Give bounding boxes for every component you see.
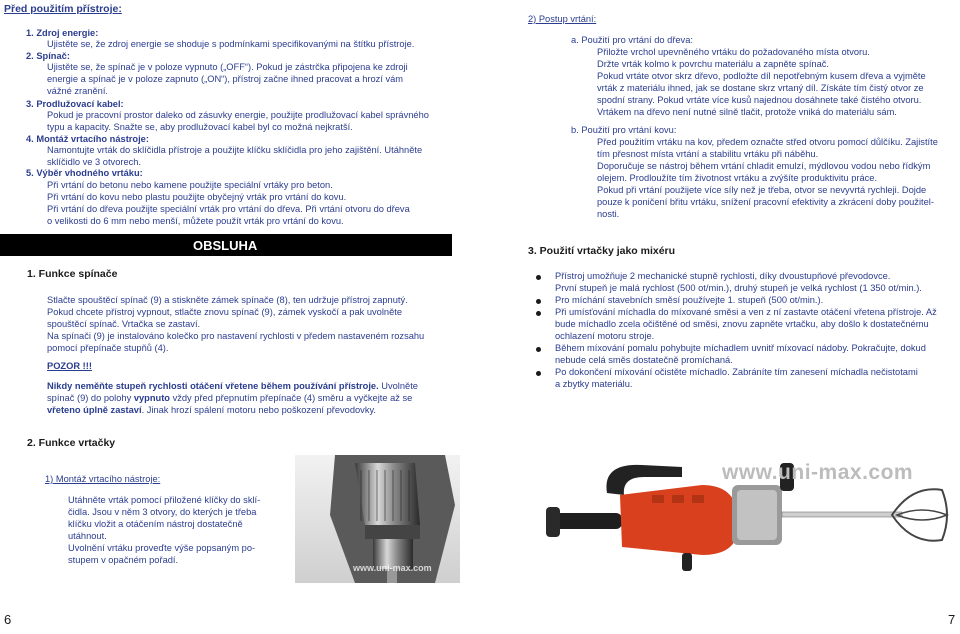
postup-a-line: vrták z materiálu ihned, jak se dostane skrz vrtaný díl. Získáte tím čistý otvor ze (597, 83, 924, 93)
mixer-line: Po dokončení míxování očistěte míchadlo. Zabráníte tím zanesení míchadla nečistotami (555, 367, 918, 377)
mixer-line: Během míxování pomalu pohybujte míchadlem uvnitř míxovací nádoby. Pokračujte, dokud (555, 343, 926, 353)
montaz-line: Utáhněte vrták pomocí přiložené klíčky do sklí- (68, 495, 261, 505)
obsluha-banner (0, 234, 452, 256)
postup-a-line: spodní strany. Pokud vrtáte více kusů najednou dosáhnete také čistého otvoru. (597, 95, 922, 105)
mixer-line: bude míchadlo zcela očištěné od směsi, znovu zapněte vrtačku, aby došlo k dostatečnému (555, 319, 929, 329)
postup-title: 2) Postup vrtání: (528, 14, 597, 24)
item-2-line: Ujistěte se, že spínač je v poloze vypnuto („OFF“). Pokud je zástrčka připojena ke zdroji (47, 62, 408, 72)
funkce-spinace-line: Pokud chcete přístroj vypnout, stlačte znovu spínač (9), zámek vyskočí a pak uvolněte (47, 307, 403, 317)
item-5-line: Při vrtání do betonu nebo kamene použijte speciální vrtáky pro beton. (47, 180, 333, 190)
montaz-line: utáhnout. (68, 531, 107, 541)
item-1-text: Ujistěte se, že zdroj energie se shoduje s podmínkami specifikovanými na štítku přístroje. (47, 39, 415, 49)
funkce-spinace-line: Stlačte spouštěcí spínač (9) a stiskněte zámek spínače (8), ten udržuje přístroj zapnutý. (47, 295, 408, 305)
postup-a-line: Přiložte vrchol upevněného vrtáku do požadovaného místa otvoru. (597, 47, 870, 57)
watermark: www.uni-max.com (722, 461, 914, 484)
section-title-pred: Před použitím přístroje: (4, 3, 122, 15)
postup-b-title: b. Použití pro vrtání kovu: (571, 125, 677, 135)
mixer-line: Při umísťování míchadla do míxované směsi a ven z ní zastavte otáčení vřetena přístroje. Až (555, 307, 937, 317)
item-5-title: 5. Výběr vhodného vrtáku: (26, 168, 143, 178)
funkce-spinace-line: Na spínači (9) je instalováno kolečko pro nastavení rychlosti v předem nastaveném rozsahu (47, 331, 425, 341)
bullet-icon (536, 299, 541, 304)
montaz-subtitle: 1) Montáž vrtacího nástroje: (45, 474, 161, 484)
postup-a-line: Pokud vrtáte otvor skrz dřevo, podložte díl nepotřebným kusem dřeva a vyjměte (597, 71, 926, 81)
montaz-line: čidla. Jsou v něm 3 otvory, do kterých je třeba (68, 507, 257, 517)
postup-b-line: pouze k poničení břitu vrtáku, snížení pracovní efektivity a zkrácení doby použitel- (597, 197, 934, 207)
item-5-line: Při vrtání do dřeva použijte speciální vrták pro vrtání do dřeva. Při vrtání otvoru do dřeva (47, 204, 410, 214)
item-2-title: 2. Spínač: (26, 51, 70, 61)
item-3-title: 3. Prodlužovací kabel: (26, 99, 124, 109)
postup-b-line: olejem. Prodloužíte tím životnost vrtáku a zvýšíte produktivitu práce. (597, 173, 878, 183)
bullet-icon (536, 275, 541, 280)
mixer-drill-photo (532, 455, 957, 585)
mixer-line: nebude celá směs dostatečně promíchaná. (555, 355, 733, 365)
watermark-small: www.uni-max.com (353, 563, 432, 573)
mixer-line: Přístroj umožňuje 2 mechanické stupně rychlosti, díky dvoustupňové převodovce. (555, 271, 891, 281)
montaz-line: stupem v opačném pořadí. (68, 555, 179, 565)
postup-b-line: tím přesnost místa vrtání a stabilitu vrtáku při náběhu. (597, 149, 819, 159)
montaz-line: klíčku vložit a otáčením nástroj dostatečně (68, 519, 243, 529)
funkce-spinace-title: 1. Funkce spínače (27, 268, 118, 280)
postup-b-line: Pokud při vrtání použijete více síly než je třeba, otvor se nevyvrtá rychleji. Dojde (597, 185, 927, 195)
postup-b-line: Před použitím vrtáku na kov, předem označte střed otvoru pomocí důlčíku. Zajistíte (597, 137, 938, 147)
pozor-label: POZOR !!! (47, 361, 92, 371)
warning-line: Nikdy neměňte stupeň rychlosti otáčení vřetene během používání přístroje. Uvolněte (47, 381, 418, 391)
funkce-spinace-line: pomocí přepínače stupňů (4). (47, 343, 169, 353)
item-3-line: typu a kapacity. Snažte se, aby prodlužovací kabel byl co možná nejkratší. (47, 122, 353, 132)
bullet-icon (536, 371, 541, 376)
obsluha-banner-label: OBSLUHA (193, 238, 258, 253)
postup-b-line: nosti. (597, 209, 620, 219)
bullet-icon (536, 311, 541, 316)
item-4-line: sklíčidlo ve 3 otvorech. (47, 157, 142, 167)
page-number-right: 7 (948, 612, 956, 627)
item-4-title: 4. Montáž vrtacího nástroje: (26, 134, 149, 144)
mixer-line: ochlazení motoru stroje. (555, 331, 655, 341)
item-3-line: Pokud je pracovní prostor daleko od zásuvky energie, použijte prodlužovací kabel správného (47, 110, 429, 120)
postup-a-title: a. Použití pro vrtání do dřeva: (571, 35, 693, 45)
drill-chuck-photo (295, 455, 460, 583)
item-2-line: vážné zranění. (47, 86, 108, 96)
page-number-left: 6 (4, 612, 12, 627)
item-1-title: 1. Zdroj energie: (26, 28, 99, 38)
item-2-line: energie a spínač je v poloze zapnuto („ON“), přístroj začne ihned pracovat a hrozí vám (47, 74, 404, 84)
funkce-vrtacky-title: 2. Funkce vrtačky (27, 437, 116, 449)
postup-a-line: Vrtákem na dřevo není nutné silně tlačit, protože vniká do materiálu sám. (597, 107, 897, 117)
funkce-spinace-line: spouštěcí spínač. Vrtačka se zastaví. (47, 319, 201, 329)
warning-line: vřeteno úplně zastaví. Jinak hrozí spálení motoru nebo poškození převodovky. (47, 405, 377, 415)
mixer-title: 3. Použití vrtačky jako mixéru (528, 245, 676, 257)
warning-line: spínač (9) do polohy vypnuto vždy před přepnutím přepínače (4) směru a vyčkejte až se (47, 393, 413, 403)
mixer-line: První stupeň je malá rychlost (500 ot/min.), druhý stupeň je velká rychlost (1 350 ot/min.). (555, 283, 922, 293)
item-4-line: Namontujte vrták do sklíčidla přístroje a použijte klíčku sklíčidla pro jeho zajištění. Utáhněte (47, 145, 423, 155)
montaz-line: Uvolnění vrtáku proveďte výše popsaným po- (68, 543, 256, 553)
bullet-icon (536, 347, 541, 352)
postup-a-line: Držte vrták kolmo k povrchu materiálu a zapněte spínač. (597, 59, 830, 69)
item-5-line: Při vrtání do kovu nebo plastu použijte obyčejný vrták pro vrtání do kovu. (47, 192, 347, 202)
postup-b-line: Doporučuje se nástroj během vrtání chladit emulzí, mýdlovou vodou nebo řídkým (597, 161, 931, 171)
item-5-line: o velikosti do 6 mm nebo menší, můžete použít vrták pro vrtání do kovu. (47, 216, 344, 226)
mixer-line: Pro míchání stavebních směsí používejte 1. stupeň (500 ot/min.). (555, 295, 824, 305)
mixer-line: a zbytky materiálu. (555, 379, 633, 389)
